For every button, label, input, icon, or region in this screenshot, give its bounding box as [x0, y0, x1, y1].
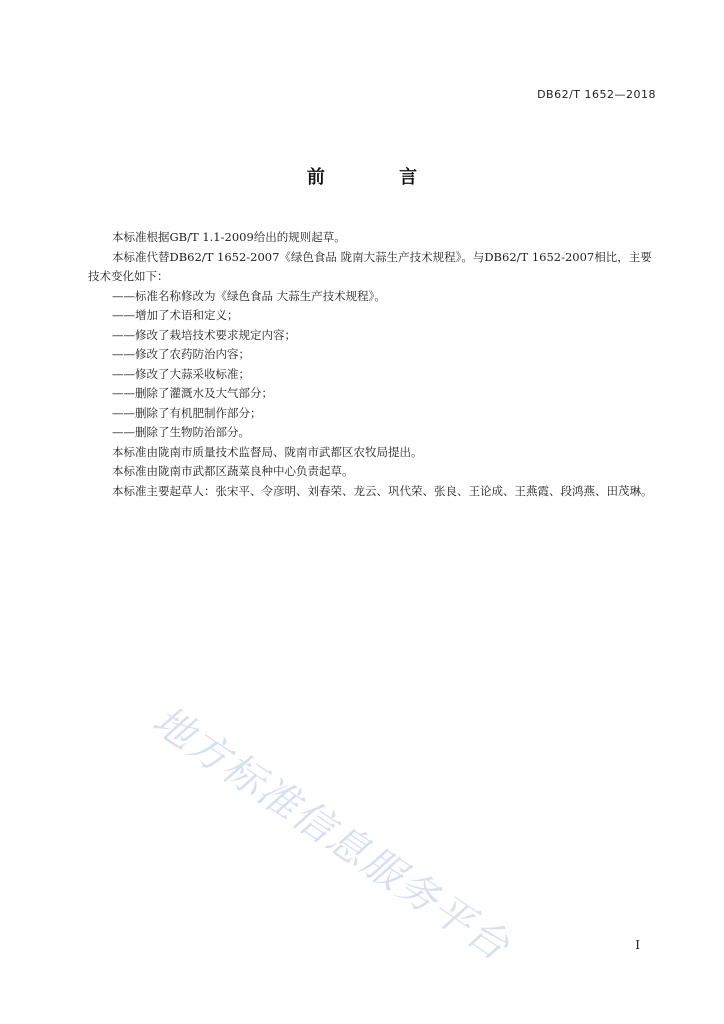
change-item: ——修改了栽培技术要求规定内容；	[112, 327, 296, 342]
standard-code: DB62/T 1652—2018	[537, 88, 656, 101]
page-number: I	[635, 938, 640, 952]
change-item: ——修改了农药防治内容；	[112, 347, 250, 361]
paragraph-drafting-rules: 本标准根据GB/T 1.1-2009给出的规则起草。	[112, 230, 346, 244]
change-item: ——删除了生物防治部分。	[112, 425, 250, 439]
foreword-body	[88, 228, 660, 501]
paragraph-proposer: 本标准由陇南市质量技术监督局、陇南市武都区农牧局提出。	[112, 444, 423, 459]
change-item: ——修改了大蒜采收标准；	[112, 366, 250, 381]
watermark: 地方标准信息服务平台	[144, 697, 519, 971]
change-item: ——标准名称修改为《绿色食品 大蒜生产技术规程》。	[112, 288, 386, 303]
paragraph-drafter-org: 本标准由陇南市武都区蔬菜良种中心负责起草。	[112, 464, 354, 478]
change-item: ——增加了术语和定义；	[112, 308, 239, 322]
sub-change-item: ——删除了灌溉水及大气部分；	[112, 386, 273, 400]
paragraph-drafters: 本标准主要起草人：张宋平、令彦明、刘春荣、龙云、巩代荣、张良、王论成、王燕霞、段鸿燕、田茂琳。	[112, 483, 653, 498]
page-title: 前 言	[306, 167, 452, 188]
sub-change-item: ——删除了有机肥制作部分；	[112, 405, 262, 420]
paragraph-replacement: 本标准代替DB62/T 1652-2007《绿色食品 陇南大蒜生产技术规程》。与DB62/T 1652-2007相比，主要技术变化如下：	[88, 249, 652, 283]
